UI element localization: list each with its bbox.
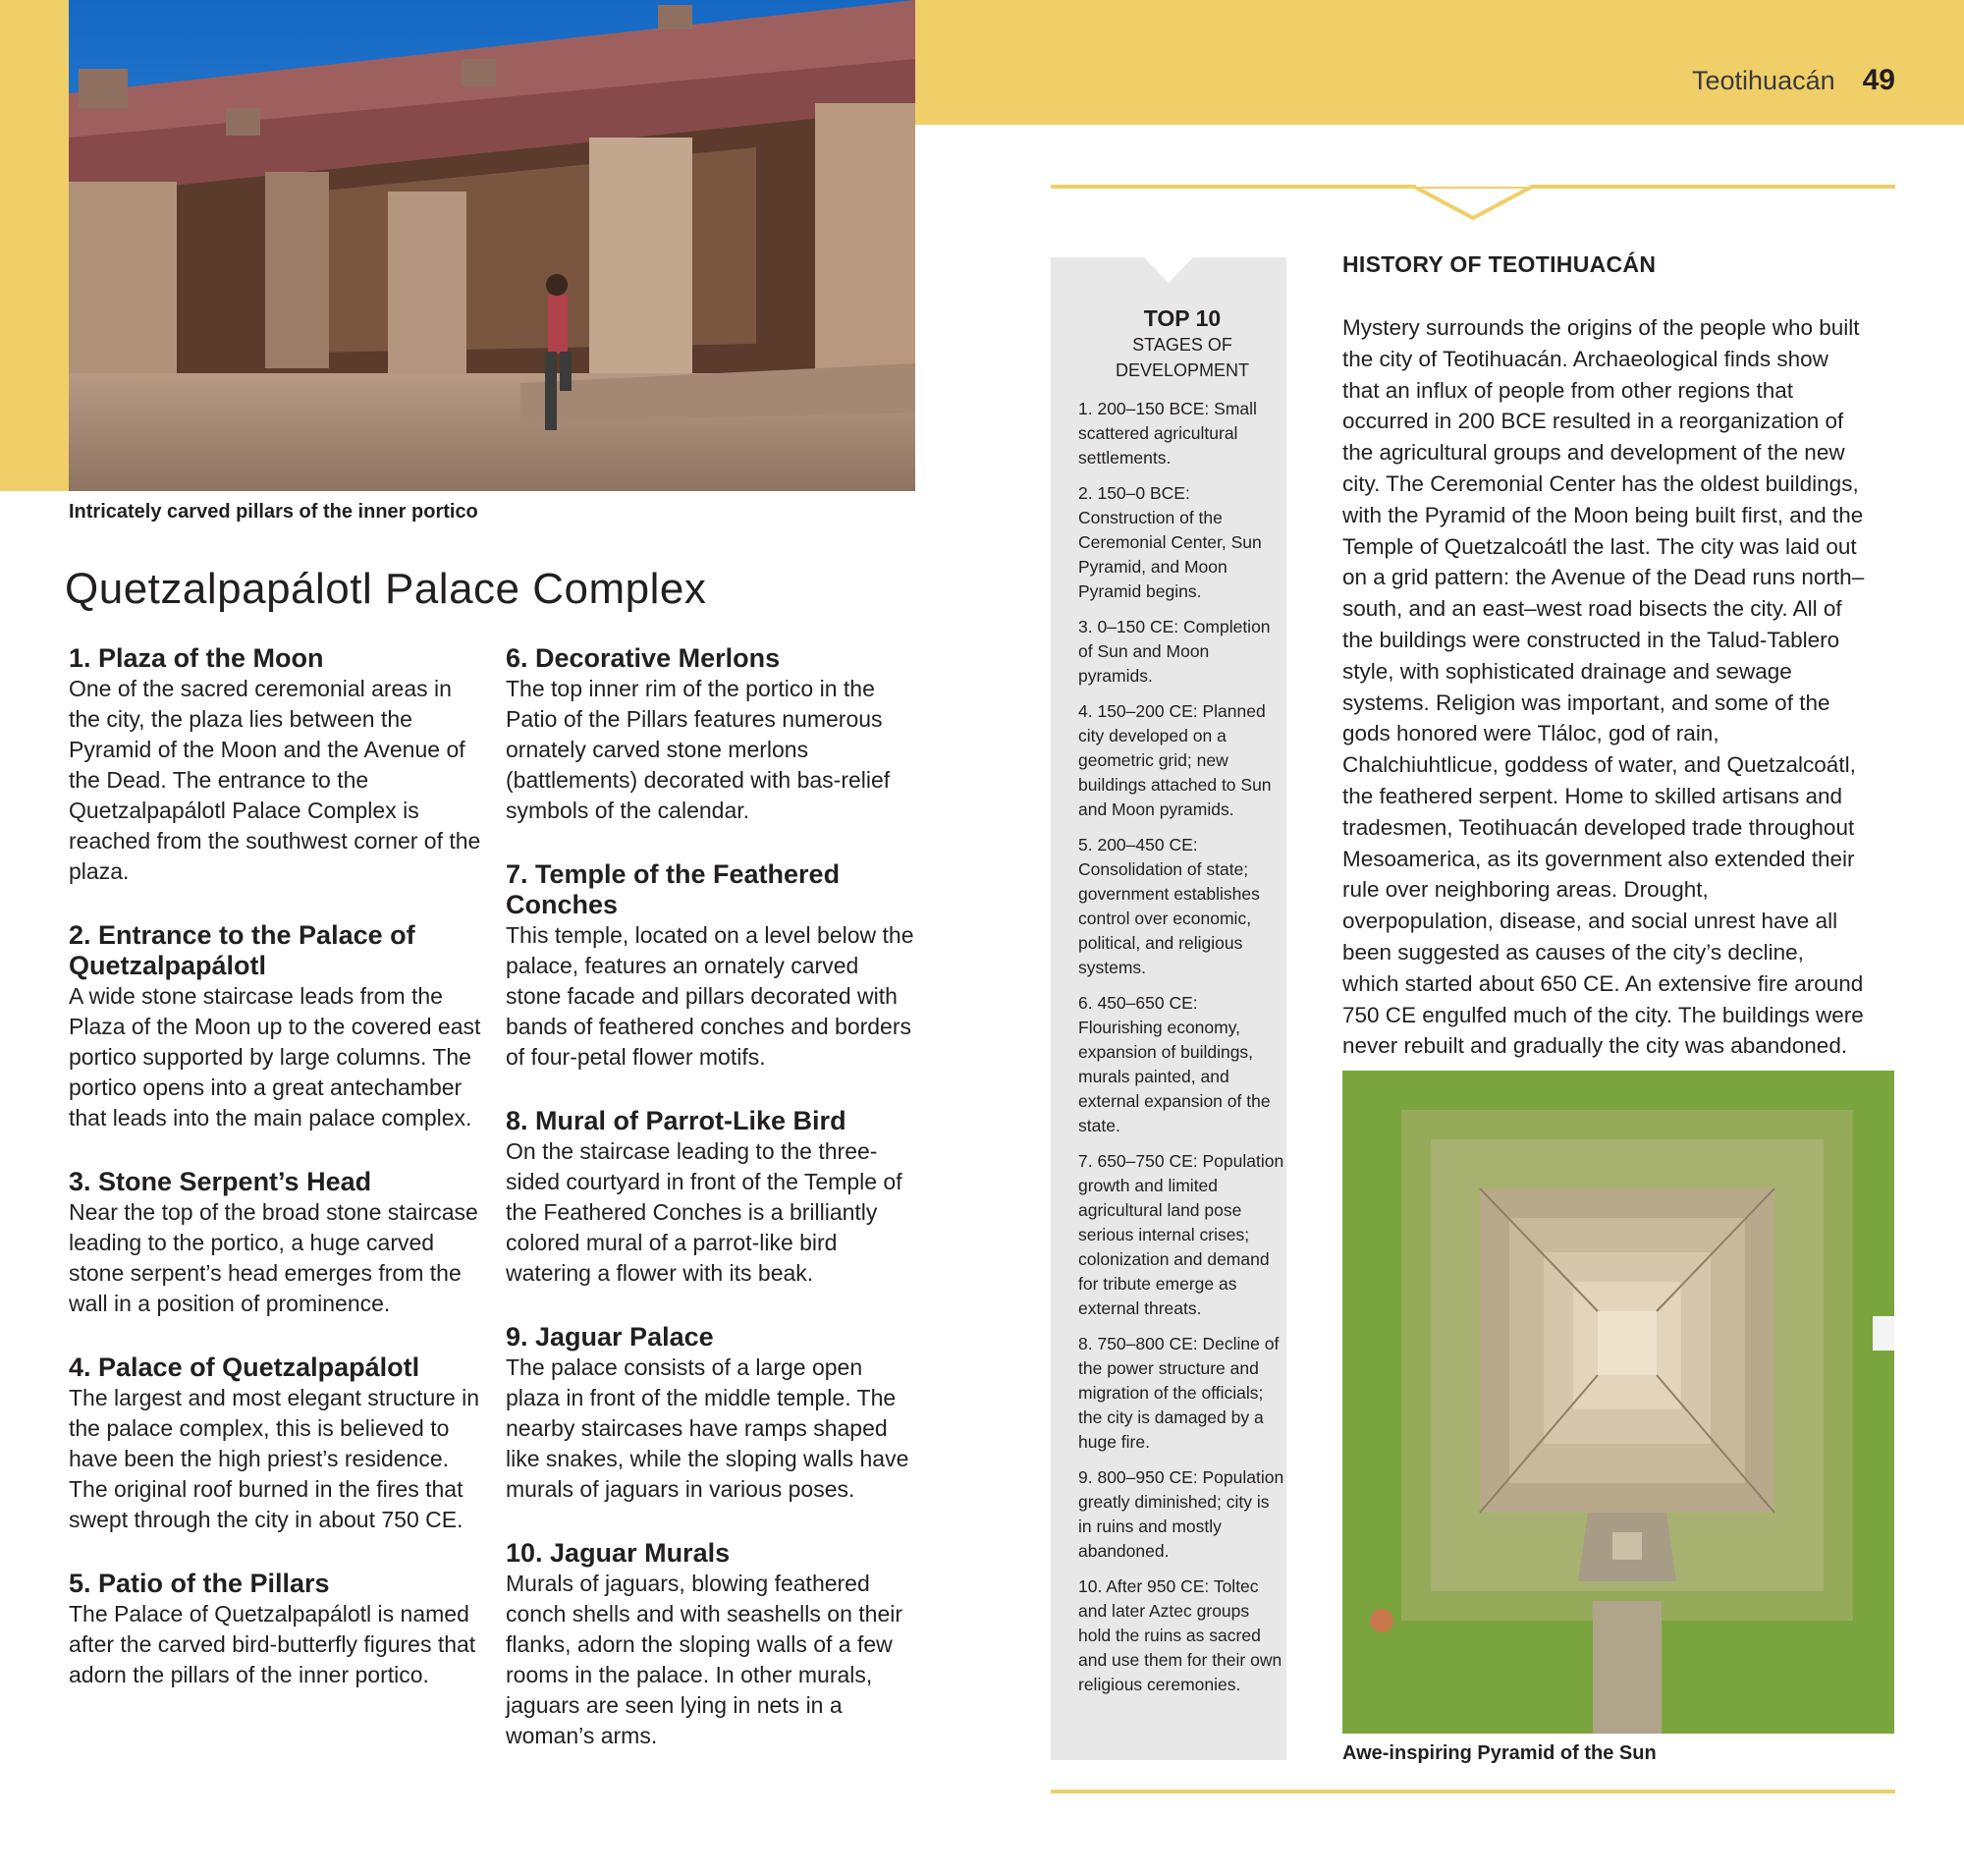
- pyramid-photo: [1342, 1071, 1894, 1734]
- top10-sidebar-content: [1078, 304, 1286, 1708]
- list-item: [506, 1106, 918, 1289]
- running-head: [1692, 61, 1895, 100]
- page-title: Quetzalpapálotl Palace Complex: [65, 565, 707, 613]
- sidebar-heading: [1078, 304, 1286, 383]
- item-heading: 5. Patio of the Pillars: [69, 1569, 330, 1598]
- stage-item: 4. 150–200 CE: Planned city developed on a geometric grid; new buildings attached to Sun and Moon pyramids.: [1078, 701, 1272, 819]
- items-column-left: [69, 643, 481, 1724]
- item-heading: 1. Plaza of the Moon: [69, 643, 324, 673]
- list-item: [69, 1569, 481, 1690]
- list-item: [506, 1538, 918, 1751]
- item-heading: 6. Decorative Merlons: [506, 643, 781, 673]
- item-heading: 4. Palace of Quetzalpapálotl: [69, 1352, 420, 1382]
- item-heading: 2. Entrance to the Palace of Quetzalpapálotl: [69, 920, 415, 980]
- stage-item: 10. After 950 CE: Toltec and later Aztec groups hold the ruins as sacred and use them for their own religious ceremonies.: [1078, 1576, 1282, 1694]
- sidebar-subtitle-1: STAGES OF: [1132, 335, 1232, 355]
- item-text: This temple, located on a level below the palace, features an ornately carved stone facade and pillars decorated with bands of feathered conches and borders of four-petal flower motifs.: [506, 922, 914, 1070]
- sidebar-notch: [1144, 257, 1193, 285]
- list-item: [69, 920, 481, 1133]
- stage-item: 3. 0–150 CE: Completion of Sun and Moon pyramids.: [1078, 617, 1271, 686]
- item-text: The top inner rim of the portico in the Patio of the Pillars features numerous ornately carved stone merlons (battlements) decorated with bas-relief symbols of the calendar.: [506, 676, 891, 823]
- stage-item: 1. 200–150 BCE: Small scattered agricultural settlements.: [1078, 399, 1257, 468]
- portico-photo: [69, 0, 915, 491]
- item-text: On the staircase leading to the three-sided courtyard in front of the Temple of the Feathered Conches is a brilliantly colored mural of a parrot-like bird watering a flower with its beak.: [506, 1138, 902, 1286]
- portico-photo-caption: Intricately carved pillars of the inner portico: [69, 501, 478, 523]
- stage-item: 5. 200–450 CE: Consolidation of state; government establishes control over economic, political, and religious systems.: [1078, 835, 1260, 977]
- item-text: One of the sacred ceremonial areas in the city, the plaza lies between the Pyramid of the Moon and the Avenue of the Dead. The entrance to the Quetzalpapálotl Palace Complex is reached from the southwest corner of the plaza.: [69, 676, 481, 884]
- items-column-right: [506, 643, 918, 1785]
- item-text: The palace consists of a large open plaza in front of the middle temple. The nearby staircases have ramps shaped like snakes, while the sloping walls have murals of jaguars in various poses.: [506, 1354, 909, 1502]
- list-item: [69, 1352, 481, 1535]
- item-heading: 9. Jaguar Palace: [506, 1322, 714, 1352]
- left-edge-band: [0, 0, 69, 491]
- item-heading: 10. Jaguar Murals: [506, 1538, 731, 1568]
- pyramid-photo-caption: Awe-inspiring Pyramid of the Sun: [1342, 1742, 1657, 1764]
- item-text: Near the top of the broad stone staircase leading to the portico, a huge carved stone serpent’s head emerges from the wall in a position of prominence.: [69, 1199, 478, 1316]
- stage-item: 9. 800–950 CE: Population greatly diminished; city is in ruins and mostly abandoned.: [1078, 1467, 1284, 1561]
- page-number: 49: [1862, 64, 1895, 96]
- stage-item: 6. 450–650 CE: Flourishing economy, expansion of buildings, murals painted, and external expansion of the state.: [1078, 993, 1271, 1135]
- item-text: The largest and most elegant structure in the palace complex, this is believed to have been the high priest’s residence. The original roof burned in the fires that swept through the city in about 750 CE.: [69, 1385, 480, 1532]
- section-name: Teotihuacán: [1692, 65, 1835, 95]
- history-heading: HISTORY OF TEOTIHUACÁN: [1342, 251, 1657, 277]
- chevron-down-icon: [1414, 185, 1532, 222]
- item-text: The Palace of Quetzalpapálotl is named after the carved bird-butterfly figures that adorn the pillars of the inner portico.: [69, 1601, 476, 1687]
- item-text: A wide stone staircase leads from the Plaza of the Moon up to the covered east portico supported by large columns. The portico opens into a great antechamber that leads into the main palace complex.: [69, 983, 481, 1131]
- stage-item: 8. 750–800 CE: Decline of the power structure and migration of the officials; the city is damaged by a huge fire.: [1078, 1334, 1280, 1452]
- list-item: [506, 859, 918, 1073]
- item-text: Murals of jaguars, blowing feathered conch shells and with seashells on their flanks, adorn the sloping walls of a few rooms in the palace. In other murals, jaguars are seen lying in nets in a woman’s arms.: [506, 1571, 903, 1748]
- history-text: Mystery surrounds the origins of the people who built the city of Teotihuacán. Archaeological finds show that an influx of people from other regions that occurred in 200 BCE resulted in a reorganization of the agricultural groups and development of the new city. The Ceremonial Center has the oldest buildings, with the Pyramid of the Moon being built first, and the Temple of Quetzalcoátl the last. The city was laid out on a grid pattern: the Avenue of the Dead runs north–south, and an east–west road bisects the city. All of the buildings were constructed in the Talud-Tablero style, with sophisticated drainage and sewage systems. Religion was important, and some of the gods honored were Tláloc, god of rain, Chalchiuhtlicue, goddess of water, and Quetzalcoátl, the feathered serpent. Home to skilled artisans and tradesmen, Teotihuacán developed trade throughout Mesoamerica, as its government also extended their rule over neighboring areas. Drought, overpopulation, disease, and social unrest have all been suggested as causes of the city’s decline, which started about 650 CE. An extensive fire around 750 CE engulfed much of the city. The buildings were never rebuilt and gradually the city was abandoned.: [1342, 315, 1865, 1059]
- sidebar-title: TOP 10: [1143, 305, 1222, 331]
- stage-item: 2. 150–0 BCE: Construction of the Ceremonial Center, Sun Pyramid, and Moon Pyramid begins.: [1078, 483, 1262, 601]
- list-item: [69, 643, 481, 887]
- stage-item: 7. 650–750 CE: Population growth and limited agricultural land pose serious internal crises; colonization and demand for tribute emerge as external threats.: [1078, 1151, 1284, 1318]
- list-item: [506, 1322, 918, 1505]
- item-heading: 3. Stone Serpent’s Head: [69, 1167, 372, 1196]
- item-heading: 7. Temple of the Feathered Conches: [506, 859, 841, 919]
- sidebar-subtitle-2: DEVELOPMENT: [1115, 360, 1250, 380]
- list-item: [69, 1167, 481, 1319]
- bottom-rule: [1051, 1790, 1895, 1793]
- item-heading: 8. Mural of Parrot-Like Bird: [506, 1106, 846, 1135]
- list-item: [506, 643, 918, 826]
